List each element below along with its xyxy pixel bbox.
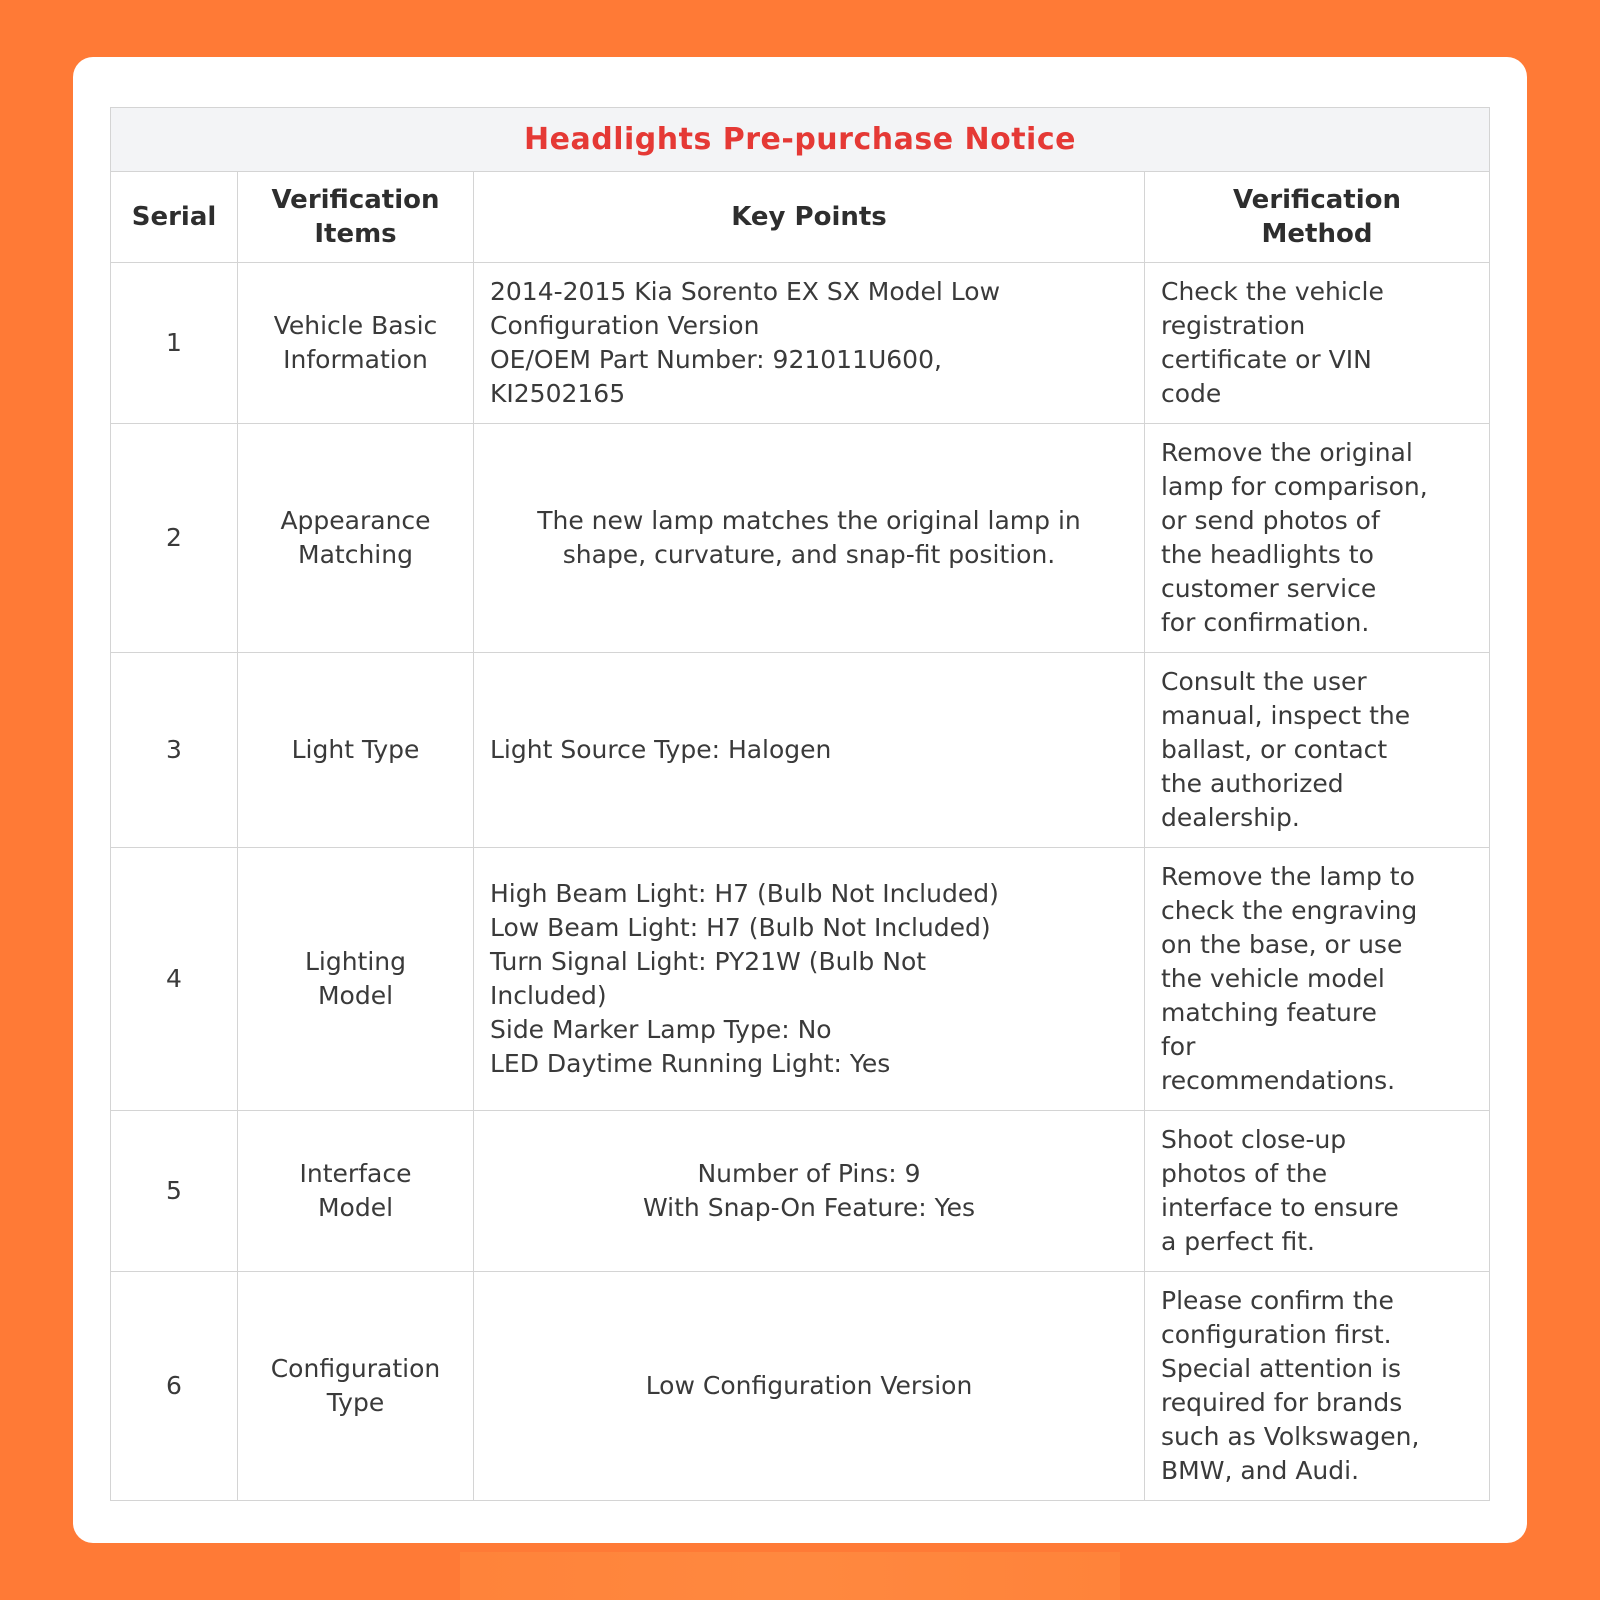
verification-item-cell (238, 1111, 474, 1272)
notice-table (110, 107, 1490, 1501)
verification-method-cell-line: the vehicle model (1161, 964, 1385, 993)
key-points-cell-line: 2014-2015 Kia Sorento EX SX Model Low (490, 277, 1001, 306)
header-verification-items (238, 172, 474, 263)
verification-method-cell-line: such as Volkswagen, (1161, 1422, 1420, 1451)
key-points-cell-line: Low Configuration Version (645, 1371, 973, 1400)
verification-method-cell-line: Please confirm the (1161, 1286, 1394, 1315)
key-points-cell-line: Turn Signal Light: PY21W (Bulb Not (490, 947, 927, 976)
verification-item-cell (238, 848, 474, 1111)
key-points-cell-line: LED Daytime Running Light: Yes (490, 1049, 891, 1078)
verification-method-cell-line: the authorized (1161, 769, 1344, 798)
key-points-cell (474, 1111, 1145, 1272)
verification-method-cell-line: lamp for comparison, (1161, 472, 1428, 501)
key-points-cell (474, 1272, 1145, 1501)
verification-item-cell-line: Model (317, 981, 394, 1010)
serial-cell: 1 (111, 263, 238, 424)
key-points-cell-line: Light Source Type: Halogen (490, 735, 832, 764)
verification-method-cell-line: ballast, or contact (1161, 735, 1388, 764)
verification-method-cell-line: Special attention is (1161, 1354, 1401, 1383)
notice-card (73, 57, 1527, 1543)
verification-method-cell-line: the headlights to (1161, 540, 1374, 569)
verification-method-cell-line: Remove the lamp to (1161, 862, 1415, 891)
key-points-cell (474, 263, 1145, 424)
header-key-points: Key Points (474, 172, 1145, 263)
header-items-line: Items (314, 219, 397, 249)
key-points-cell-line: KI2502165 (490, 379, 626, 408)
verification-method-cell-line: Consult the user (1161, 667, 1367, 696)
verification-method-cell-line: interface to ensure (1161, 1193, 1399, 1222)
verification-method-cell-line: registration (1161, 311, 1306, 340)
table-body (111, 263, 1490, 1501)
verification-method-cell-line: manual, inspect the (1161, 701, 1411, 730)
verification-method-cell-line: code (1161, 379, 1222, 408)
verification-item-cell-line: Information (283, 345, 428, 374)
verification-method-cell-line: or send photos of (1161, 506, 1380, 535)
key-points-cell (474, 848, 1145, 1111)
table-row (111, 653, 1490, 848)
serial-cell: 6 (111, 1272, 238, 1501)
verification-method-cell-line: certificate or VIN (1161, 345, 1372, 374)
table-title: Headlights Pre-purchase Notice (111, 108, 1490, 172)
verification-item-cell (238, 653, 474, 848)
key-points-cell-line: shape, curvature, and snap-fit position. (562, 540, 1056, 569)
key-points-cell-line: The new lamp matches the original lamp in (537, 506, 1081, 535)
verification-method-cell-line: customer service (1161, 574, 1377, 603)
verification-item-cell (238, 263, 474, 424)
header-items-line: Verification (271, 185, 440, 215)
verification-method-cell-line: BMW, and Audi. (1161, 1456, 1360, 1485)
verification-method-cell (1145, 424, 1490, 653)
table-row (111, 263, 1490, 424)
header-verification-method (1145, 172, 1490, 263)
serial-cell: 3 (111, 653, 238, 848)
verification-method-cell-line: configuration first. (1161, 1320, 1392, 1349)
verification-method-cell (1145, 848, 1490, 1111)
serial-cell: 2 (111, 424, 238, 653)
background-decoration (460, 1552, 1120, 1600)
verification-method-cell-line: check the engraving (1161, 896, 1418, 925)
serial-cell: 5 (111, 1111, 238, 1272)
key-points-cell (474, 424, 1145, 653)
table-row (111, 848, 1490, 1111)
table-row (111, 1272, 1490, 1501)
verification-method-cell-line: for (1161, 1032, 1196, 1061)
verification-method-cell-line: Remove the original (1161, 438, 1413, 467)
verification-method-cell-line: a perfect fit. (1161, 1227, 1315, 1256)
verification-method-cell (1145, 1272, 1490, 1501)
key-points-cell (474, 653, 1145, 848)
verification-item-cell (238, 1272, 474, 1501)
verification-method-cell-line: dealership. (1161, 803, 1300, 832)
verification-method-cell-line: recommendations. (1161, 1066, 1396, 1095)
verification-item-cell-line: Configuration (270, 1354, 441, 1383)
verification-item-cell-line: Type (326, 1388, 385, 1417)
verification-item-cell (238, 424, 474, 653)
verification-item-cell-line: Light Type (291, 735, 420, 764)
verification-method-cell-line: required for brands (1161, 1388, 1403, 1417)
key-points-cell-line: Number of Pins: 9 (697, 1159, 921, 1188)
key-points-cell-line: Included) (490, 981, 607, 1010)
verification-method-cell (1145, 1111, 1490, 1272)
verification-item-cell-line: Vehicle Basic (273, 311, 438, 340)
table-row (111, 424, 1490, 653)
table-row (111, 1111, 1490, 1272)
verification-item-cell-line: Interface (299, 1159, 412, 1188)
verification-method-cell-line: matching feature (1161, 998, 1377, 1027)
verification-method-cell-line: photos of the (1161, 1159, 1328, 1188)
verification-method-cell-line: on the base, or use (1161, 930, 1403, 959)
verification-item-cell-line: Appearance (280, 506, 431, 535)
verification-method-cell-line: Shoot close-up (1161, 1125, 1347, 1154)
key-points-cell-line: Low Beam Light: H7 (Bulb Not Included) (490, 913, 991, 942)
header-method-line: Verification (1232, 185, 1401, 215)
verification-item-cell-line: Model (317, 1193, 394, 1222)
key-points-cell-line: With Snap-On Feature: Yes (643, 1193, 975, 1222)
verification-method-cell-line: Check the vehicle (1161, 277, 1384, 306)
verification-item-cell-line: Lighting (304, 947, 407, 976)
verification-method-cell-line: for confirmation. (1161, 608, 1370, 637)
key-points-cell-line: Side Marker Lamp Type: No (490, 1015, 832, 1044)
verification-item-cell-line: Matching (298, 540, 413, 569)
header-method-line: Method (1261, 219, 1373, 249)
key-points-cell-line: High Beam Light: H7 (Bulb Not Included) (490, 879, 999, 908)
verification-method-cell (1145, 653, 1490, 848)
key-points-cell-line: Configuration Version (490, 311, 760, 340)
serial-cell: 4 (111, 848, 238, 1111)
verification-method-cell (1145, 263, 1490, 424)
key-points-cell-line: OE/OEM Part Number: 921011U600, (490, 345, 942, 374)
header-serial: Serial (111, 172, 238, 263)
